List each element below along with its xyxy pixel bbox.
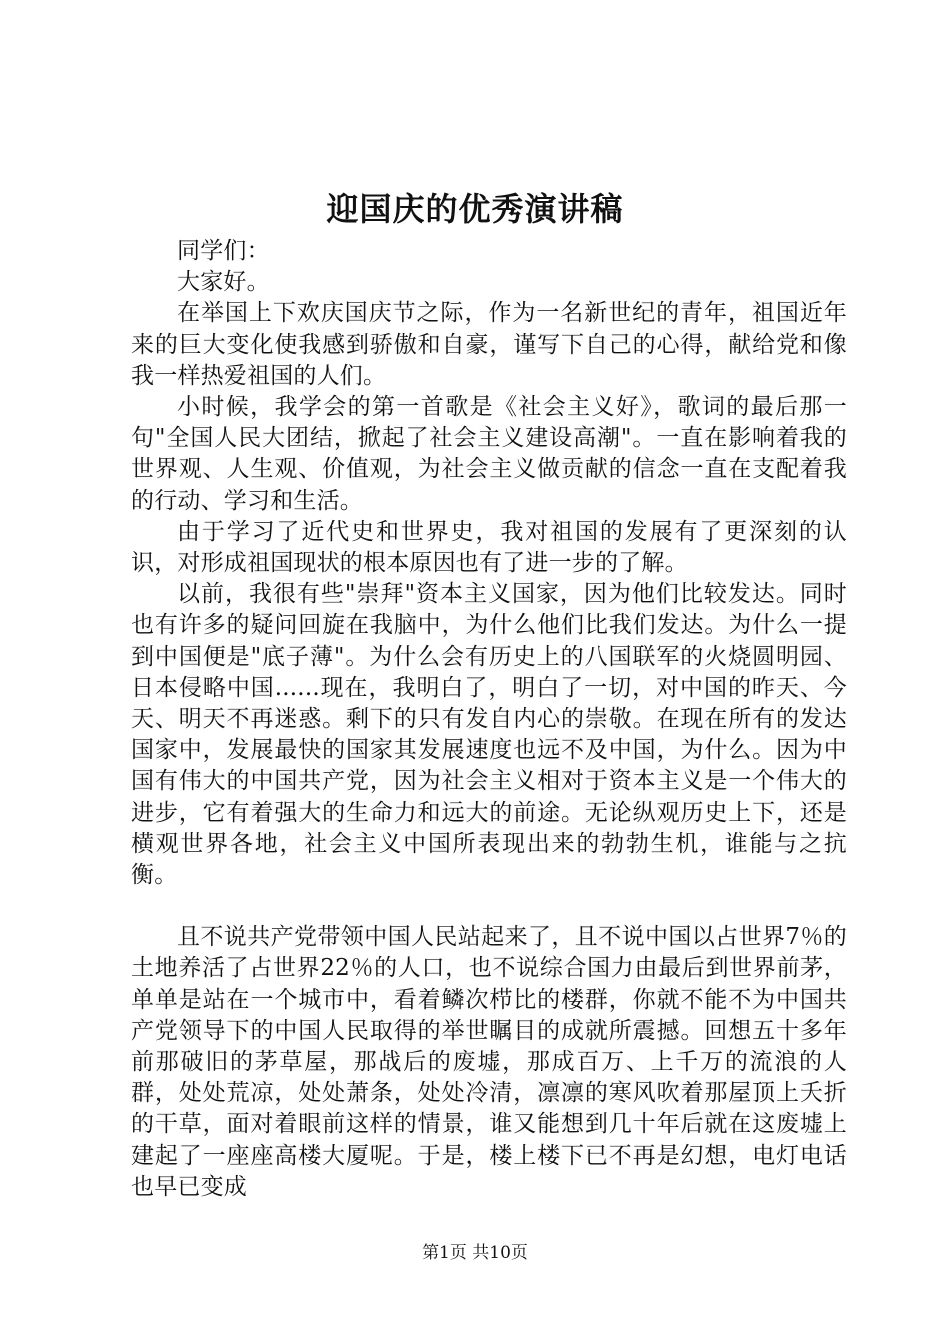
document-title: 迎国庆的优秀演讲稿: [326, 190, 624, 228]
salutation-paragraph: 同学们：: [177, 238, 270, 264]
body-paragraph: 小时候，我学会的第一首歌是《社会主义好》，歌词的最后那一句"全国人民大团结，掀起了社会主义建设高潮"。一直在影响着我的世界观、人生观、价值观，为社会主义做贡献的信念一直在支配着我的行动、学习和生活。: [131, 394, 847, 514]
body-paragraph: 由于学习了近代史和世界史，我对祖国的发展有了更深刻的认识，对形成祖国现状的根本原因也有了进一步的了解。: [131, 518, 847, 577]
body-paragraph: 在举国上下欢庆国庆节之际，作为一名新世纪的青年，祖国近年来的巨大变化使我感到骄傲和自豪，谨写下自己的心得，献给党和像我一样热爱祖国的人们。: [131, 300, 847, 389]
document-body: [131, 236, 847, 1203]
body-paragraph: 且不说共产党带领中国人民站起来了，且不说中国以占世界7％的土地养活了占世界22％的人口，也不说综合国力由最后到世界前茅，单单是站在一个城市中，看着鳞次栉比的楼群，你就不能不为中国共产党领导下的中国人民取得的举世瞩目的成就所震撼。回想五十多年前那破旧的茅草屋，那战后的废墟，那成百万、上千万的流浪的人群，处处荒凉，处处萧条，处处冷清，凛凛的寒风吹着那屋顶上夭折的干草，面对着眼前这样的情景，谁又能想到几十年后就在这废墟上建起了一座座高楼大厦呢。于是，楼上楼下已不再是幻想，电灯电话也早已变成: [131, 924, 847, 1200]
greeting-paragraph: 大家好。: [177, 269, 270, 296]
page-number-footer: 第1页 共10页: [422, 1243, 528, 1263]
body-paragraph: 以前，我很有些"崇拜"资本主义国家，因为他们比较发达。同时也有许多的疑问回旋在我脑中，为什么他们比我们发达。为什么一提到中国便是"底子薄"。为什么会有历史上的八国联军的火烧圆明园、日本侵略中国......现在，我明白了，明白了一切，对中国的昨天、今天、明天不再迷惑。剩下的只有发自内心的崇敬。在现在所有的发达国家中，发展最快的国家其发展速度也远不及中国，为什么。因为中国有伟大的中国共产党，因为社会主义相对于资本主义是一个伟大的进步，它有着强大的生命力和远大的前途。无论纵观历史上下，还是横观世界各地，社会主义中国所表现出来的勃勃生机，谁能与之抗衡。: [131, 581, 847, 889]
